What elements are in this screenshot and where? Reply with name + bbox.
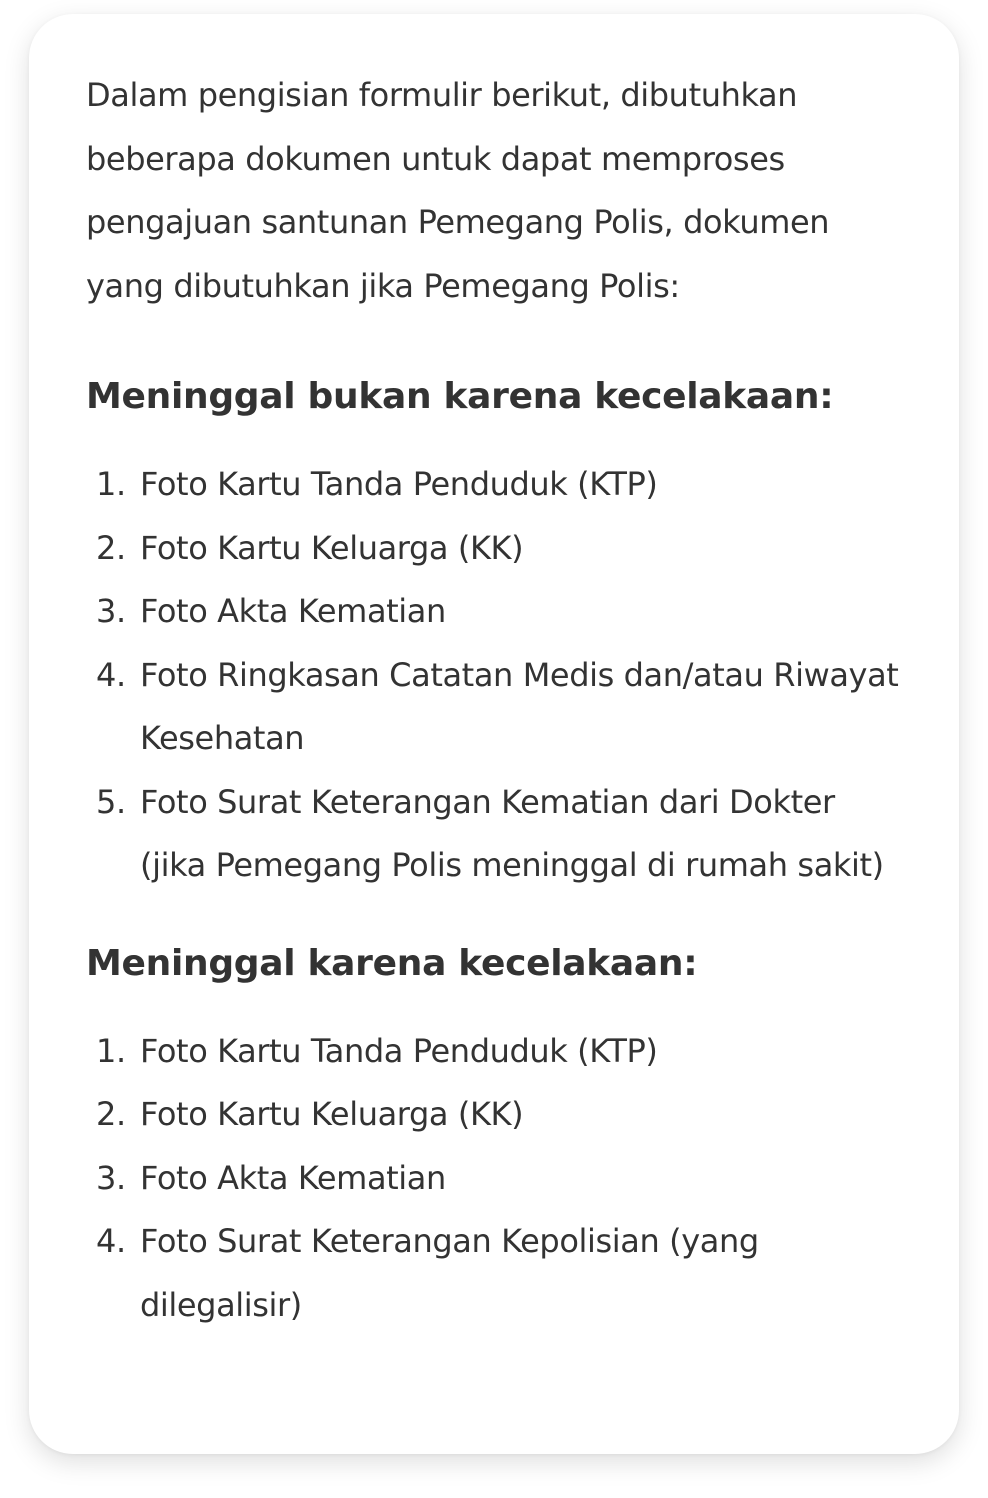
- list-number: 3.: [96, 592, 126, 630]
- list-number: 5.: [96, 782, 126, 821]
- document-requirements-card: [29, 14, 959, 1454]
- list-number: 4.: [96, 655, 126, 694]
- list-number: 4.: [96, 1222, 126, 1260]
- list-item: [86, 1083, 909, 1147]
- list-item: [86, 1210, 909, 1337]
- list-item: [86, 771, 909, 898]
- list-item: [86, 517, 909, 581]
- section-title-non-accident: Meninggal bukan karena kecelakaan:: [86, 376, 834, 417]
- list-item-text: Foto Ringkasan Catatan Medis dan/atau Riwayat Kesehatan: [140, 655, 899, 757]
- list-item-text: Foto Kartu Tanda Penduduk (KTP): [140, 1031, 658, 1070]
- list-item-text: Foto Kartu Tanda Penduduk (KTP): [140, 465, 658, 503]
- list-item: [86, 453, 909, 517]
- list-item: [86, 644, 909, 771]
- list-number: 1.: [96, 1031, 126, 1070]
- list-number: 3.: [96, 1158, 126, 1197]
- list-number: 2.: [96, 1095, 126, 1133]
- intro-text: Dalam pengisian formulir berikut, dibutuhkan beberapa dokumen untuk dapat memproses pengajuan santunan Pemegang Polis, dokumen yang dibutuhkan jika Pemegang Polis:: [86, 76, 830, 305]
- list-item-text: Foto Akta Kematian: [140, 1158, 446, 1197]
- list-item: [86, 1020, 909, 1084]
- list-item-text: Foto Surat Keterangan Kepolisian (yang dilegalisir): [140, 1222, 759, 1324]
- list-item-text: Foto Akta Kematian: [140, 592, 446, 630]
- list-number: 2.: [96, 528, 126, 567]
- list-item-text: Foto Kartu Keluarga (KK): [140, 528, 524, 567]
- document-list-non-accident: [86, 453, 909, 898]
- list-item: [86, 580, 909, 644]
- list-item-text: Foto Kartu Keluarga (KK): [140, 1095, 524, 1133]
- section-title-accident: Meninggal karena kecelakaan:: [86, 942, 698, 984]
- list-item-text: Foto Surat Keterangan Kematian dari Dokter (jika Pemegang Polis meninggal di rumah sakit): [140, 782, 884, 884]
- list-item: [86, 1147, 909, 1211]
- document-list-accident: [86, 1020, 909, 1338]
- list-number: 1.: [96, 465, 126, 503]
